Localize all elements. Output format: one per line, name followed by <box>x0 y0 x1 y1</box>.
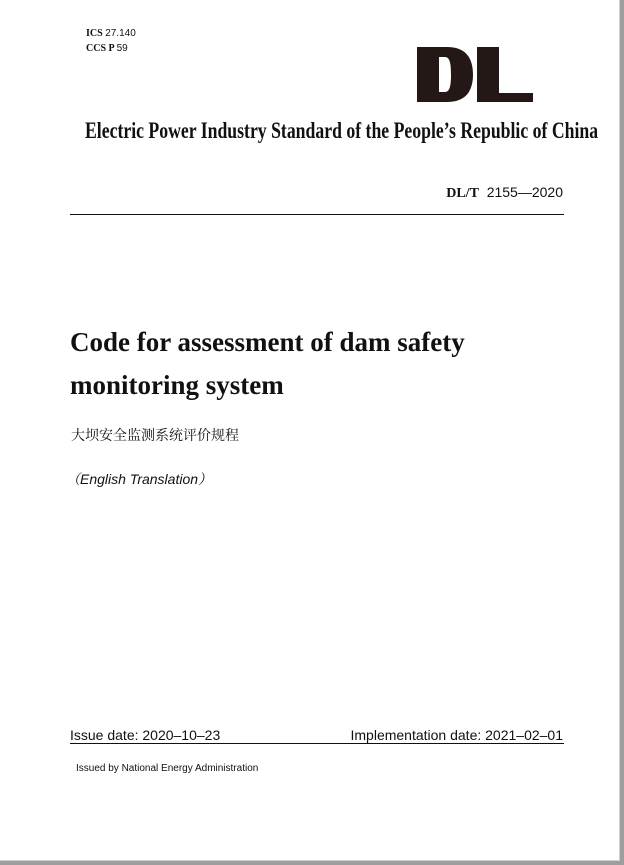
chinese-title: 大坝安全监测系统评价规程 <box>71 427 239 443</box>
implementation-date: Implementation date: 2021–02–01 <box>350 727 563 743</box>
translation-note: （English Translation） <box>66 471 213 487</box>
document-title-line1: Code for assessment of dam safety <box>70 327 465 357</box>
ics-code: ICS 27.140 <box>86 28 136 39</box>
issue-date: Issue date: 2020–10–23 <box>70 727 221 743</box>
document-title-line2: monitoring system <box>70 370 284 400</box>
standard-number: DL/T 2155—2020 <box>446 184 563 201</box>
ccs-code: CCS P 59 <box>86 43 128 54</box>
header-divider <box>70 214 564 215</box>
standard-heading: Electric Power Industry Standard of the People’s Republic of China <box>85 118 599 143</box>
footer-divider <box>70 743 564 744</box>
dl-logo <box>417 47 533 102</box>
issuer: Issued by National Energy Administration <box>76 763 259 774</box>
